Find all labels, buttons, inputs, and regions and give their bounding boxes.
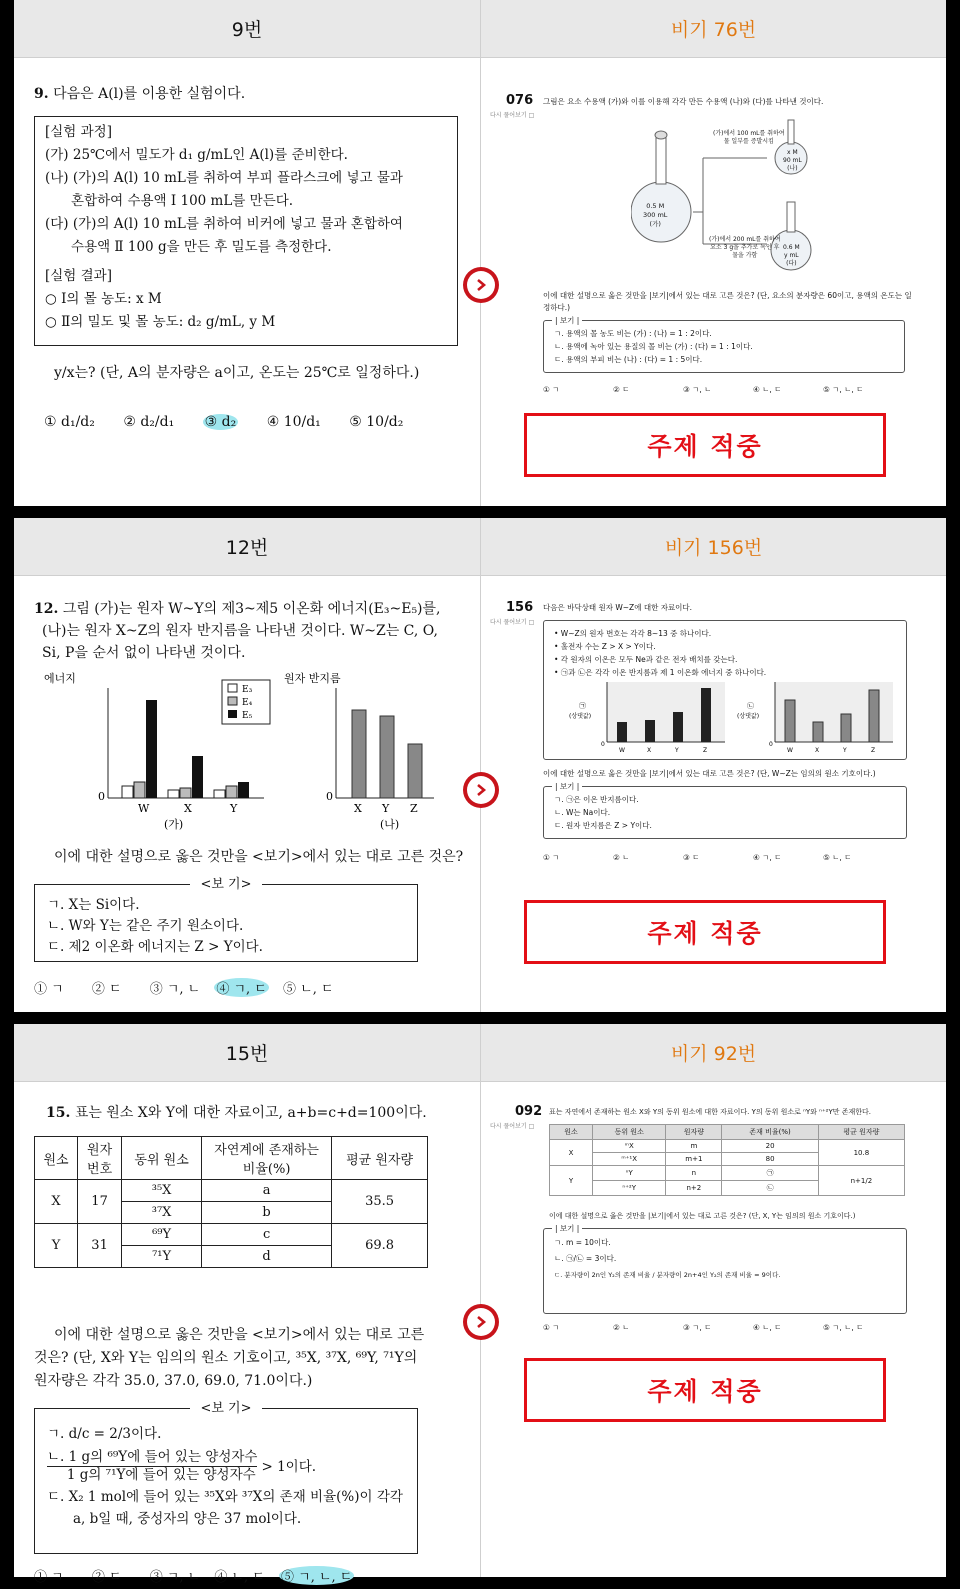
ask-line: 이에 대한 설명으로 옳은 것만을 <보기>에서 있는 대로 고른 [54,1327,425,1343]
tick-y: Y [230,802,238,815]
th: 평균 원자량 [818,1125,904,1140]
answer-options [543,852,893,863]
y-unit-2: (상댓값) [737,713,760,720]
divider [480,1024,481,1577]
bogi-item: ㄱ. ㉠은 이온 반지름이다. [554,795,639,804]
answer-options [44,414,427,430]
topic-hit-badge: 주제 적중 [524,1358,886,1422]
answer-options [34,1566,378,1585]
tick-z: Z [410,802,418,815]
option-4-answer[interactable]: ④ ㄱ, ㄷ [214,978,269,997]
tick-z: Z [703,747,708,754]
th-avg-mass: 평균 원자량 [332,1137,428,1180]
bar-w-e4 [134,782,145,798]
option-2[interactable]: ② ㄷ [91,982,122,997]
option-2[interactable]: ② ㄷ [613,385,630,394]
legend-e5: E₅ [242,711,253,721]
bogi-title: | 보기 | [552,780,582,793]
cell: Y [550,1166,593,1196]
option-5[interactable]: ⑤ ㄴ, ㄷ [823,853,852,862]
box-line: (다) (가)의 A(l) 10 mL를 취하여 비커에 넣고 물과 혼합하여 [45,216,403,232]
option-3[interactable]: ③ ㄱ, ㄴ [149,1570,201,1585]
tick-x: X [354,802,362,815]
ionization-energy-chart [44,670,464,830]
isotope-table [549,1124,905,1196]
th: 원소 [550,1125,593,1140]
bogi-title: | 보기 | [552,314,582,327]
legend-e3: E₃ [242,685,253,695]
option-2[interactable]: ② ㄴ [613,1323,630,1332]
bar-x-radius [352,710,366,798]
cell: n+1/2 [818,1166,904,1196]
box-line: [실험 과정] [45,124,112,140]
chart-b-caption: (나) [380,818,400,830]
cell: ㉡ [722,1181,818,1196]
tick-w: W [138,802,150,815]
flask-b-label: x M 90 mL (나) [783,149,802,172]
flask-c-label: 0.6 M y mL (다) [783,244,800,267]
option-2[interactable]: ② ㄷ [91,1570,122,1585]
option-2[interactable]: ② d₂/d₁ [123,414,175,430]
cell: m [666,1140,722,1153]
cell: ³⁵X [122,1180,202,1202]
bar-y-radius [380,716,394,798]
option-3[interactable]: ③ ㄱ, ㄴ [149,982,201,997]
next-arrow-icon[interactable] [463,267,499,303]
cell: ᵐX [593,1140,666,1153]
zero-label: 0 [769,741,773,748]
zero-label: 0 [601,741,605,748]
next-arrow-icon[interactable] [463,1304,499,1340]
th-abundance: 자연계에 존재하는 비율(%) [202,1137,332,1180]
bar1-x [645,720,655,742]
cell: ㉠ [722,1166,818,1181]
question-number: 076 [506,93,534,108]
comparison-card-3 [14,1024,946,1585]
question-ask: 이에 대한 설명으로 옳은 것만을 |보기|에서 있는 대로 고른 것은? (단, 요소의 분자량은 60이고, 용액의 온도는 일정하다.) [543,291,912,312]
bar2-z [869,690,879,742]
option-4[interactable]: ④ ㄱ, ㄷ [753,853,782,862]
answer-options [543,1322,893,1333]
answer-options [543,384,893,395]
fraction-numerator: ㄴ. 1 g의 ⁶⁹Y에 들어 있는 양성자수 [47,1449,258,1465]
tick-x: X [184,802,192,815]
y-label-1: ㉠ [579,702,586,710]
th-element: 원소 [35,1137,78,1180]
bar-z-radius [408,744,422,798]
fact-line: • ㉠과 ㉡은 각각 이온 반지름과 제 1 이온화 에너지 중 하나이다. [554,668,767,677]
question-ask: 이에 대한 설명으로 옳은 것만을 |보기|에서 있는 대로 고른 것은? (단, W~Z는 임의의 원소 기호이다.) [543,769,876,778]
cell: ᵐ⁺¹X [593,1153,666,1166]
question-number: 092 [515,1104,543,1119]
cell: 69.8 [332,1224,428,1268]
fraction-suffix: > 1이다. [261,1458,317,1475]
option-3[interactable]: ③ ㄷ [683,853,700,862]
retry-checkbox[interactable]: 다시 풀어보기 □ [490,112,535,119]
arrow-note-upper: (가)에서 100 mL를 취하여 물 일부를 증발시킴 [713,130,785,145]
box-line: 혼합하여 수용액 Ⅰ 100 mL를 만든다. [71,193,294,209]
question-ask: y/x는? (단, A의 분자량은 a이고, 온도는 25℃로 일정하다.) [54,365,420,381]
bogi-box [34,1401,418,1554]
bar2-y [841,714,851,742]
bogi-item: ㄴ. ㉠/㉡ = 3이다. [554,1254,617,1263]
option-1[interactable]: ① ㄱ [543,1323,560,1332]
bar-w-e5 [146,700,157,798]
bogi-item: ㄷ. 제2 이온화 에너지는 Z > Y이다. [47,939,263,955]
y-label-a: 에너지 [44,672,76,685]
bogi-item: ㄷ. 분자량이 2n인 Y₂의 존재 비율 / 분자량이 2n+4인 Y₂의 존재 비율 = 9이다. [554,1271,781,1279]
comparison-card-2 [14,518,946,1012]
question-stem: (나)는 원자 X~Z의 원자 반지름을 나타낸 것이다. W~Z는 C, O, [42,623,438,639]
comparison-card-1 [14,0,946,506]
question-ask: 이에 대한 설명으로 옳은 것만을 |보기|에서 있는 대로 고른 것은? (단, X, Y는 임의의 원소 기호이다.) [549,1212,856,1220]
option-1[interactable]: ① ㄱ [543,385,560,394]
ask-line: 원자량은 각각 35.0, 37.0, 69.0, 71.0이다.) [34,1373,313,1389]
box-line: (가) 25℃에서 밀도가 d₁ g/mL인 A(l)를 준비한다. [45,147,348,163]
option-5[interactable]: ⑤ 10/d₂ [349,414,404,430]
ask-line: 것은? (단, X와 Y는 임의의 원소 기호이고, ³⁵X, ³⁷X, ⁶⁹Y, ⁷¹Y의 [34,1350,418,1366]
cell: ⁿ⁺²Y [593,1181,666,1196]
option-1[interactable]: ① d₁/d₂ [44,414,95,430]
answer-options [34,978,358,997]
bogi-title: <보 기> [190,877,261,892]
option-5[interactable]: ⑤ ㄴ, ㄷ [283,982,334,997]
bar1-w [617,722,627,742]
bar-x-e4 [180,788,191,798]
option-4[interactable]: ④ ㄴ, ㄷ [214,1570,265,1585]
bogi-item: ㄴ. 용액에 녹아 있는 용질의 몰 비는 (가) : (다) = 1 : 1이다. [554,342,753,351]
option-1[interactable]: ① ㄱ [34,1570,64,1585]
bogi-box [34,877,418,962]
right-header: 비기 156번 [481,518,946,576]
retry-checkbox[interactable]: 다시 풀어보기 □ [490,619,535,626]
question-stem: 그림 (가)는 원자 W~Y의 제3~제5 이온화 에너지(E₃~E₅)를, [62,601,441,617]
comparison-bar-charts [551,682,901,760]
zero-label: 0 [98,790,105,803]
cell: ³⁷X [122,1202,202,1224]
cell: n+2 [666,1181,722,1196]
question-number: 156 [506,600,534,615]
cell: 80 [722,1153,818,1166]
retry-checkbox[interactable]: 다시 풀어보기 □ [490,1123,535,1130]
left-header: 15번 [14,1024,480,1082]
cell: 10.8 [818,1140,904,1166]
bogi-item: ㄱ. 용액의 몰 농도 비는 (가) : (나) = 1 : 2이다. [554,329,712,338]
question-stem: 그림은 요소 수용액 (가)와 이를 이용해 각각 만든 수용액 (나)와 (다)를 나타낸 것이다. [543,97,824,106]
option-5[interactable]: ⑤ ㄱ, ㄴ, ㄷ [823,385,864,394]
th: 존재 비율(%) [722,1125,818,1140]
bogi-item: ㄷ. 원자 반지름은 Z > Y이다. [554,821,652,830]
legend-e4: E₄ [242,698,253,708]
bogi-box [543,1224,907,1314]
question-stem: 다음은 A(l)를 이용한 실험이다. [53,86,246,102]
y-label-2: ㉡ [747,702,754,710]
divider [480,0,481,506]
cell: a [202,1180,332,1202]
bogi-item: ㄱ. m = 10이다. [554,1238,611,1247]
zero-label: 0 [326,790,333,803]
y-unit-1: (상댓값) [569,713,592,720]
option-2[interactable]: ② ㄴ [613,853,630,862]
bar-y-e5 [238,782,249,798]
option-3[interactable]: ③ ㄱ, ㄴ [683,385,712,394]
option-5-answer[interactable]: ⑤ ㄱ, ㄴ, ㄷ [279,1566,354,1585]
tick-x: X [647,747,652,754]
left-header: 12번 [14,518,480,576]
option-5[interactable]: ⑤ ㄱ, ㄴ, ㄷ [823,1323,864,1332]
isotope-table [34,1136,428,1268]
bogi-box [543,316,905,373]
bar-x-e5 [192,756,203,798]
bogi-item: ㄱ. X는 Si이다. [47,897,140,913]
left-header: 9번 [14,0,480,58]
cell: ⁶⁹Y [122,1224,202,1246]
right-header: 비기 92번 [481,1024,946,1082]
bogi-box [543,782,907,839]
cell: 31 [78,1224,122,1268]
option-4[interactable]: ④ ㄴ, ㄷ [753,1323,782,1332]
question-ask: 이에 대한 설명으로 옳은 것만을 <보기>에서 있는 대로 고른 것은? [54,849,464,865]
tick-z: Z [871,747,876,754]
tick-w: W [787,747,793,754]
chart-a-caption: (가) [164,818,184,830]
bar1-y [673,712,683,742]
cell: ⁷¹Y [122,1246,202,1268]
question-stem: 표는 원소 X와 Y에 대한 자료이고, a+b=c+d=100이다. [74,1105,427,1121]
option-3-answer[interactable]: ③ d₂ [204,414,237,430]
cell: d [202,1246,332,1268]
cell: X [550,1140,593,1166]
th: 동위 원소 [593,1125,666,1140]
bogi-title: | 보기 | [552,1222,582,1235]
option-4[interactable]: ④ ㄴ, ㄷ [753,385,782,394]
cell: 17 [78,1180,122,1224]
cell: Y [35,1224,78,1268]
th: 원자량 [666,1125,722,1140]
question-number: 9. [34,86,49,102]
bogi-item: ㄴ. W는 Na이다. [554,808,611,817]
topic-hit-badge: 주제 적중 [524,900,886,964]
cell: 20 [722,1140,818,1153]
th-atomic-number: 원자 번호 [78,1137,122,1180]
bar-y-e3 [214,790,225,798]
flask-a-label: 0.5 M 300 mL (가) [643,202,668,228]
fact-line: • W~Z의 원자 번호는 각각 8~13 중 하나이다. [554,629,712,638]
tick-y: Y [382,802,390,815]
tick-w: W [619,747,625,754]
tick-x: X [815,747,820,754]
fact-line: • 각 원자의 이온은 모두 Ne과 같은 전자 배치를 갖는다. [554,655,738,664]
cell: n [666,1166,722,1181]
divider [480,518,481,1012]
bogi-item: ㄴ. W와 Y는 같은 주기 원소이다. [47,918,244,934]
bar2-x [813,722,823,742]
cell: X [35,1180,78,1224]
box-line: [실험 결과] [45,268,112,284]
arrow-note-lower: (가)에서 200 mL를 취하여 요소 3 g을 추가로 녹인 후 물을 가함 [709,236,781,259]
th-isotope: 동위 원소 [122,1137,202,1180]
bogi-item: a, b일 때, 중성자의 양은 37 mol이다. [73,1511,302,1527]
bar-y-e4 [226,786,237,798]
option-1[interactable]: ① ㄱ [34,982,64,997]
bar1-z [701,688,711,742]
y-label-b: 원자 반지름 [284,672,341,685]
cell: c [202,1224,332,1246]
question-number: 15. [46,1105,71,1121]
question-stem: 다음은 바닥상태 원자 W~Z에 대한 자료이다. [543,603,693,612]
question-number: 12. [34,601,59,617]
cell: 35.5 [332,1180,428,1224]
box-line: ○ Ⅰ의 몰 농도: x M [45,291,162,307]
topic-hit-badge: 주제 적중 [524,413,886,477]
right-header: 비기 76번 [481,0,946,58]
fact-line: • 홀전자 수는 Z > X > Y이다. [554,642,656,651]
option-3[interactable]: ③ ㄱ, ㄷ [683,1323,712,1332]
bogi-item [47,1449,405,1484]
box-line: ○ Ⅱ의 밀도 및 몰 농도: d₂ g/mL, y M [45,314,276,330]
next-arrow-icon[interactable] [463,772,499,808]
tick-y: Y [843,747,847,754]
cell: m+1 [666,1153,722,1166]
question-stem: 표는 자연에서 존재하는 원소 X와 Y의 동위 원소에 대한 자료이다. Y의 동위 원소로 ⁿY와 ⁿ⁺²Y만 존재한다. [549,1108,871,1116]
tick-y: Y [675,747,679,754]
bogi-item: ㄱ. d/c = 2/3이다. [47,1426,162,1442]
cell: ⁿY [593,1166,666,1181]
question-ask [34,1324,424,1393]
bogi-item: ㄷ. X₂ 1 mol에 들어 있는 ³⁵X와 ³⁷X의 존재 비율(%)이 각각 [47,1489,403,1505]
cell: b [202,1202,332,1224]
option-4[interactable]: ④ 10/d₁ [266,414,321,430]
experiment-box [34,116,458,346]
bar2-w [785,700,795,742]
bogi-title: <보 기> [190,1401,261,1416]
question-stem: Si, P을 순서 없이 나타낸 것이다. [42,645,246,661]
bar-x-e3 [168,790,179,798]
option-1[interactable]: ① ㄱ [543,853,560,862]
bogi-item: ㄷ. 용액의 부피 비는 (나) : (다) = 1 : 5이다. [554,355,703,364]
fraction-denominator: 1 g의 ⁷¹Y에 들어 있는 양성자수 [66,1467,256,1483]
box-line: 수용액 Ⅱ 100 g을 만든 후 밀도를 측정한다. [71,239,332,255]
box-line: (나) (가)의 A(l) 10 mL를 취하여 부피 플라스크에 넣고 물과 [45,170,403,186]
bar-w-e3 [122,786,133,798]
